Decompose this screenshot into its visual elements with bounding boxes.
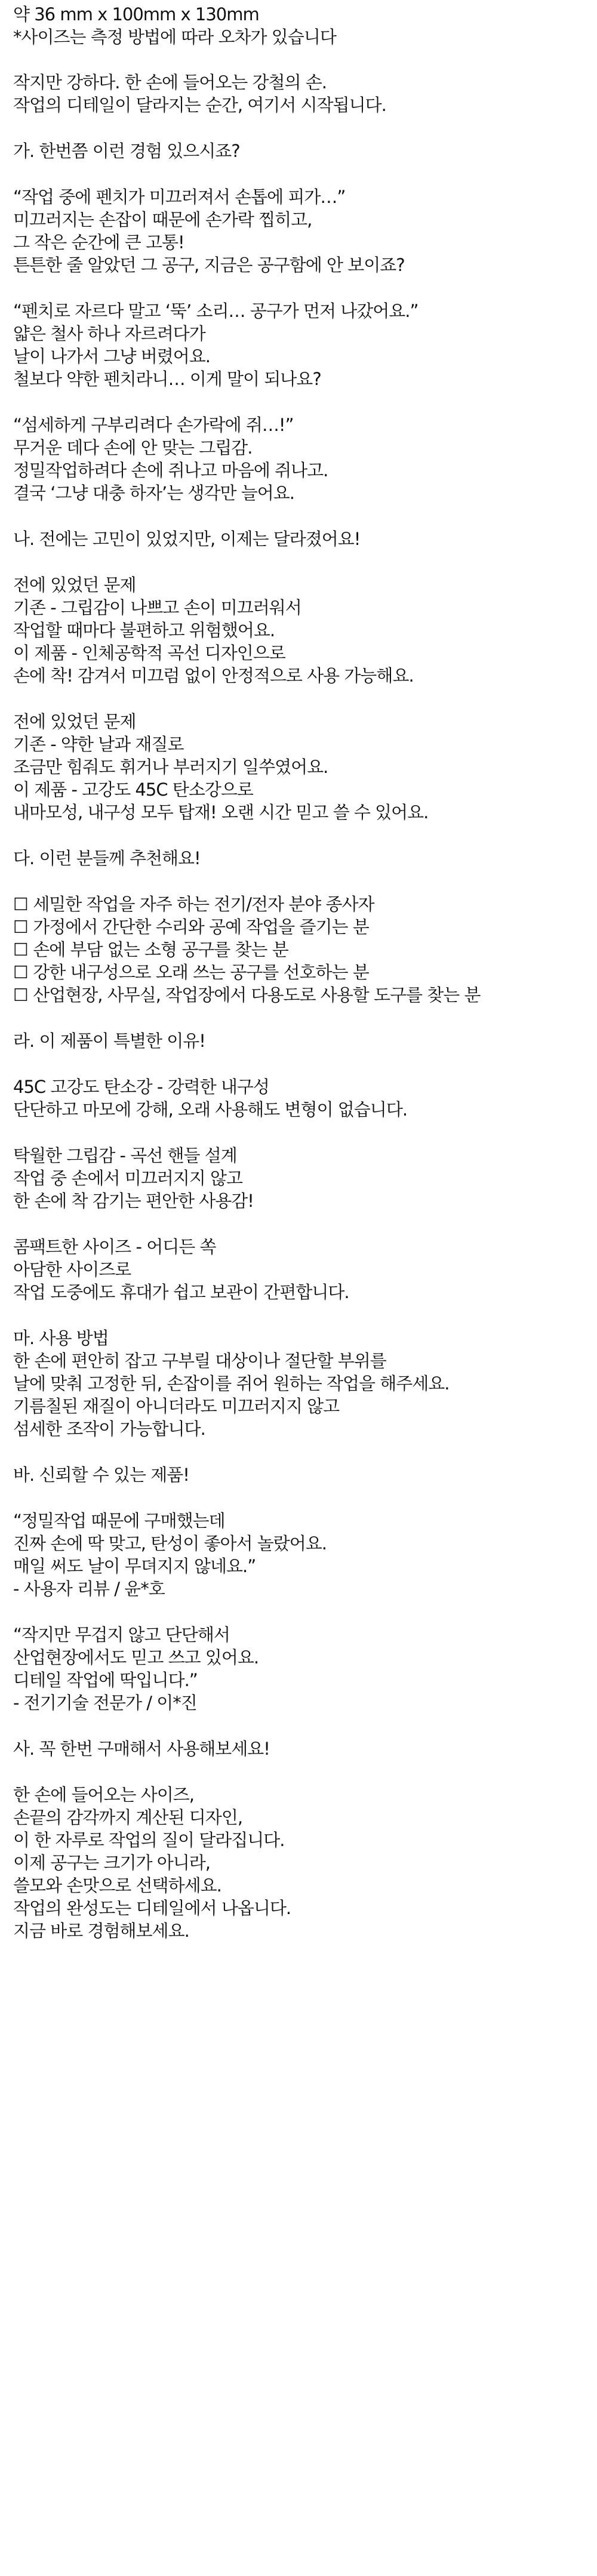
compare-line: 기존 - 그립감이 나쁘고 손이 미끄러워서 [13,597,301,618]
review-author: - 전기기술 전문가 / 이*진 [13,1693,197,1713]
compare-line: 손에 착! 감겨서 미끄럼 없이 안정적으로 사용 가능해요. [13,665,414,686]
compare-line: 내마모성, 내구성 모두 탑재! 오랜 시간 믿고 쓸 수 있어요. [13,802,429,822]
checklist-item: ☐ 강한 내구성으로 오래 쓰는 공구를 선호하는 분 [13,962,369,982]
section-heading-ba: 바. 신뢰할 수 있는 제품! [13,1465,189,1485]
review-author: - 사용자 리뷰 / 윤*호 [13,1579,165,1599]
feature-title: 탁월한 그립감 - 곡선 핸들 설계 [13,1145,237,1166]
review-line: 디테일 작업에 딱입니다.” [13,1670,198,1690]
section-heading-na: 나. 전에는 고민이 있었지만, 이제는 달라졌어요! [13,529,361,549]
compare-line: 기존 - 약한 날과 재질로 [13,734,184,754]
story-line: 튼튼한 줄 알았던 그 공구, 지금은 공구함에 안 보이죠? [13,255,405,275]
story-line: 정밀작업하려다 손에 쥐나고 마음에 쥐나고. [13,460,328,480]
intro-line: 작지만 강하다. 한 손에 들어오는 강철의 손. [13,72,327,93]
feature-title: 콤팩트한 사이즈 - 어디든 쏙 [13,1237,216,1257]
review-line: 산업현장에서도 믿고 쓰고 있어요. [13,1647,259,1668]
closing-line: 이 한 자루로 작업의 질이 달라집니다. [13,1830,285,1850]
review-line: “작지만 무겁지 않고 단단해서 [13,1625,230,1645]
compare-line: 이 제품 - 고강도 45C 탄소강으로 [13,779,253,800]
compare-line: 이 제품 - 인체공학적 곡선 디자인으로 [13,643,285,663]
closing-line: 지금 바로 경험해보세요. [13,1921,189,1941]
story-line: 무거운 데다 손에 안 맞는 그립감. [13,437,253,458]
compare-line: 전에 있었던 문제 [13,575,136,595]
story-quote: “펜치로 자르다 말고 ‘뚝’ 소리… 공구가 먼저 나갔어요.” [13,301,418,321]
compare-line: 조금만 힘줘도 휘거나 부러지기 일쑤였어요. [13,757,328,777]
feature-line: 한 손에 착 감기는 편안한 사용감! [13,1191,254,1211]
feature-line: 작업 도중에도 휴대가 쉽고 보관이 간편합니다. [13,1282,349,1302]
usage-line: 기름칠된 재질이 아니더라도 미끄러지지 않고 [13,1396,340,1416]
closing-line: 이제 공구는 크기가 아니라, [13,1853,211,1873]
size-tolerance-note: *사이즈는 측정 방법에 따라 오차가 있습니다 [13,27,336,47]
usage-line: 날에 맞춰 고정한 뒤, 손잡이를 쥐어 원하는 작업을 해주세요. [13,1373,450,1394]
closing-line: 한 손에 들어오는 사이즈, [13,1785,195,1805]
usage-line: 한 손에 편안히 잡고 구부릴 대상이나 절단할 부위를 [13,1351,386,1371]
usage-line: 섬세한 조작이 가능합니다. [13,1419,205,1439]
section-heading-ma: 마. 사용 방법 [13,1328,109,1348]
closing-line: 손끝의 감각까지 계산된 디자인, [13,1807,243,1828]
size-dimensions: 약 36 mm x 100mm x 130mm [13,4,259,24]
story-line: 결국 ‘그냥 대충 하자’는 생각만 늘어요. [13,483,294,503]
checklist-item: ☐ 산업현장, 사무실, 작업장에서 다용도로 사용할 도구를 찾는 분 [13,985,481,1005]
checklist-item: ☐ 세밀한 작업을 자주 하는 전기/전자 분야 종사자 [13,894,374,914]
section-heading-sa: 사. 꼭 한번 구매해서 사용해보세요! [13,1739,270,1759]
compare-line: 작업할 때마다 불편하고 위험했어요. [13,620,275,640]
story-quote: “작업 중에 펜치가 미끄러져서 손톱에 피가…” [13,187,346,207]
section-heading-da: 다. 이런 분들께 추천해요! [13,848,201,868]
intro-line: 작업의 디테일이 달라지는 순간, 여기서 시작됩니다. [13,95,386,115]
feature-line: 아담한 사이즈로 [13,1259,131,1280]
story-line: 미끄러지는 손잡이 때문에 손가락 찝히고, [13,209,312,230]
section-heading-ga: 가. 한번쯤 이런 경험 있으시죠? [13,141,240,161]
review-line: 매일 써도 날이 무뎌지지 않네요.” [13,1556,256,1576]
story-line: 철보다 약한 펜치라니… 이게 말이 되나요? [13,369,321,389]
checklist-item: ☐ 가정에서 간단한 수리와 공예 작업을 즐기는 분 [13,917,369,937]
review-line: 진짜 손에 딱 맞고, 탄성이 좋아서 놀랐어요. [13,1533,327,1554]
closing-line: 작업의 완성도는 디테일에서 나옵니다. [13,1898,291,1918]
story-line: 날이 나가서 그냥 버렸어요. [13,346,211,366]
section-heading-ra: 라. 이 제품이 특별한 이유! [13,1031,205,1051]
closing-line: 쓸모와 손맛으로 선택하세요. [13,1875,221,1896]
feature-line: 단단하고 마모에 강해, 오래 사용해도 변형이 없습니다. [13,1099,408,1120]
story-quote: “섬세하게 구부리려다 손가락에 쥐…!” [13,415,294,435]
feature-title: 45C 고강도 탄소강 - 강력한 내구성 [13,1077,269,1097]
review-line: “정밀작업 때문에 구매했는데 [13,1511,225,1531]
feature-line: 작업 중 손에서 미끄러지지 않고 [13,1168,243,1188]
checklist-item: ☐ 손에 부담 없는 소형 공구를 찾는 분 [13,939,288,960]
story-line: 그 작은 순간에 큰 고통! [13,232,184,252]
compare-line: 전에 있었던 문제 [13,711,136,732]
story-line: 얇은 철사 하나 자르려다가 [13,323,205,344]
